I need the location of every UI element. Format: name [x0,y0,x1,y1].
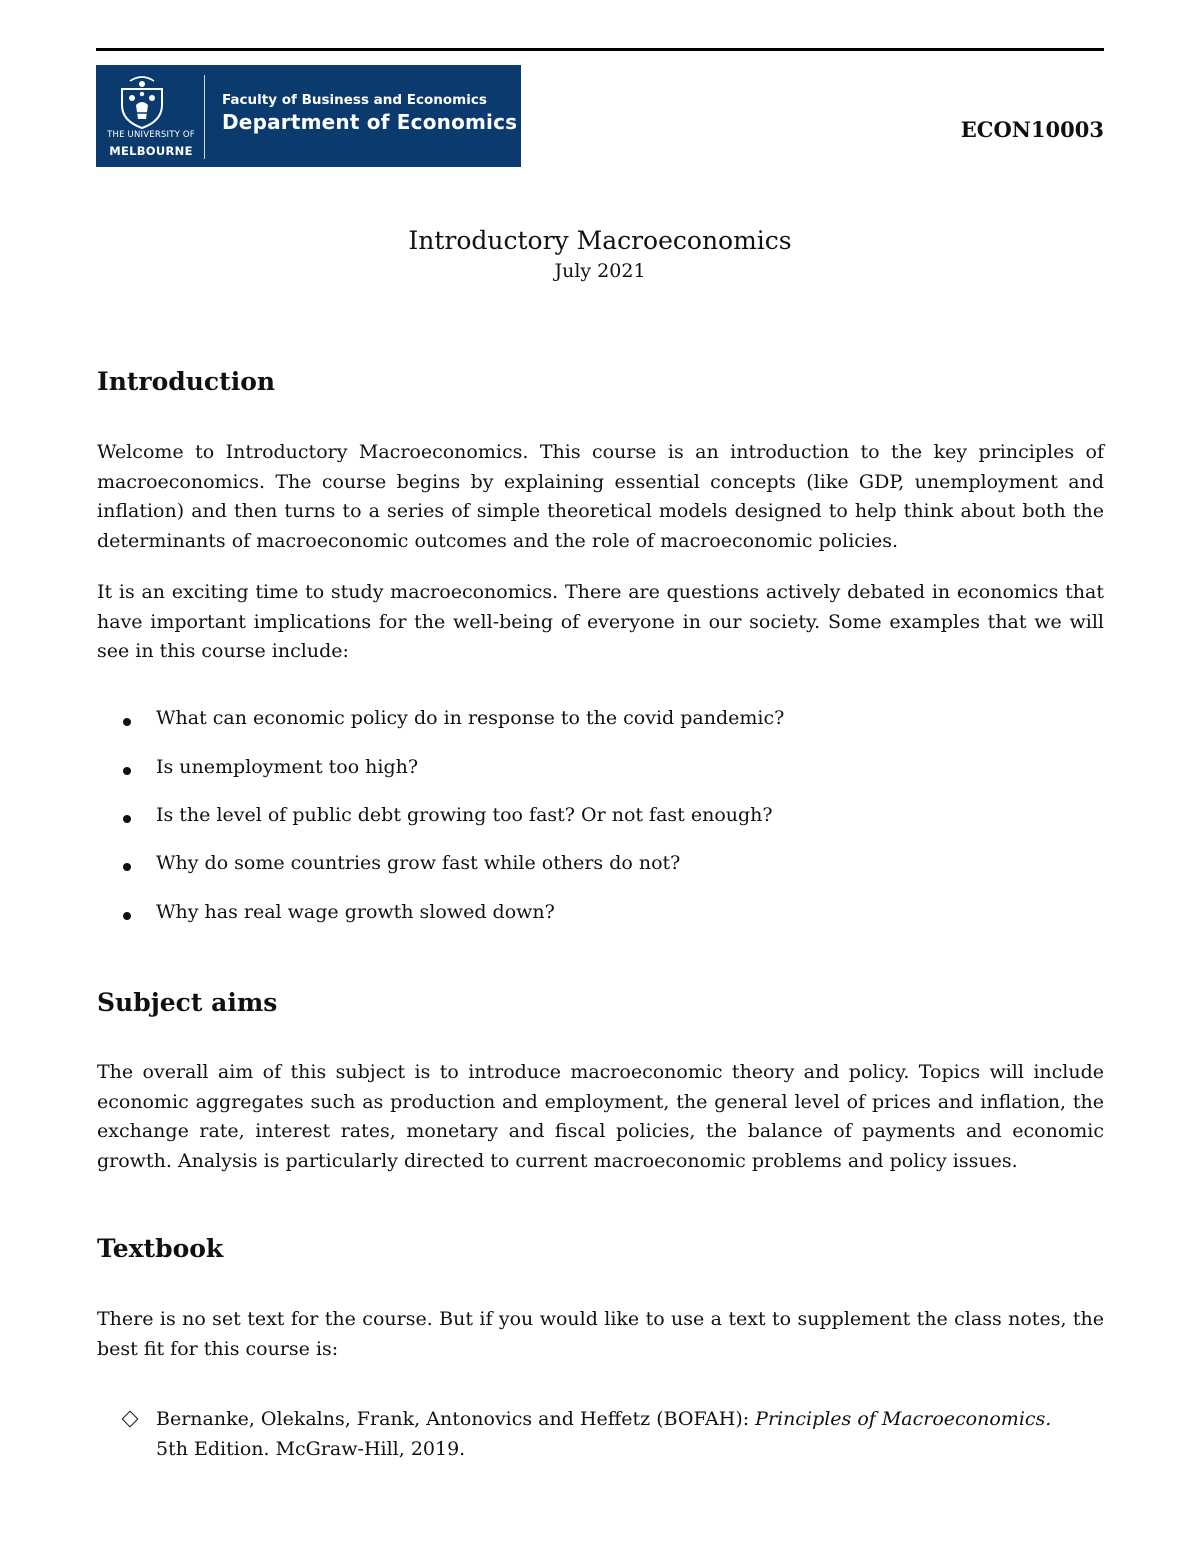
introduction-paragraph-1: Welcome to Introductory Macroeconomics. This course is an introduction to the key principles of macroeconomics. The course begins by explaining essential concepts (like GDP, unemployment and inflation) and then turns to a series of simple theoretical models designed to help think about both the determinants of macroeconomic outcomes and the role of macroeconomic policies. [97,441,1104,552]
document-title: Introductory Macroeconomics [408,226,792,255]
textbook-details: 5th Edition. McGraw-Hill, 2019. [156,1438,466,1460]
textbook-paragraph: There is no set text for the course. But if you would like to use a text to supplement the class notes, the best fit for this course is: [97,1308,1104,1360]
logo-university-of: THE UNIVERSITY OF [107,130,195,140]
subject-aims-heading: Subject aims [97,988,278,1017]
logo-divider [204,75,205,159]
bullet-icon [123,718,131,726]
introduction-heading: Introduction [97,367,276,396]
top-rule [96,48,1104,51]
course-code: ECON10003 [960,117,1104,142]
bullet-icon [123,815,131,823]
university-crest-icon [116,75,168,131]
logo-university-name: MELBOURNE [109,144,193,158]
bullet-icon [123,863,131,871]
textbook-authors: Bernanke, Olekalns, Frank, Antonovics and Heffetz (BOFAH): [156,1408,756,1430]
bullet-icon [123,912,131,920]
logo-department: Department of Economics [222,110,518,134]
list-item-text: What can economic policy do in response to the covid pandemic? [156,707,785,729]
logo-faculty: Faculty of Business and Economics [222,92,487,108]
introduction-paragraph-2: It is an exciting time to study macroeconomics. There are questions actively debated in economics that have important implications for the well-being of everyone in our society. Some examples that we will see in this course include: [97,581,1104,663]
bullet-icon [123,767,131,775]
textbook-heading: Textbook [97,1234,224,1263]
university-logo [96,65,521,167]
textbook-title: Principles of Macroeconomics. [755,1408,1052,1430]
list-item-text: Is the level of public debt growing too fast? Or not fast enough? [156,804,773,826]
list-item-text: Why has real wage growth slowed down? [156,901,555,923]
list-item-text: Why do some countries grow fast while others do not? [156,852,681,874]
diamond-bullet-icon [122,1411,139,1428]
document-date: July 2021 [554,260,646,282]
subject-aims-paragraph: The overall aim of this subject is to introduce macroeconomic theory and policy. Topics will include economic aggregates such as production and employment, the general level of prices and inflation, the exchange rate, interest rates, monetary and fiscal policies, the balance of payments and economic growth. Analysis is particularly directed to current macroeconomic problems and policy issues. [97,1061,1104,1172]
textbook-reference-line-1 [156,1404,1051,1434]
list-item-text: Is unemployment too high? [156,756,419,778]
